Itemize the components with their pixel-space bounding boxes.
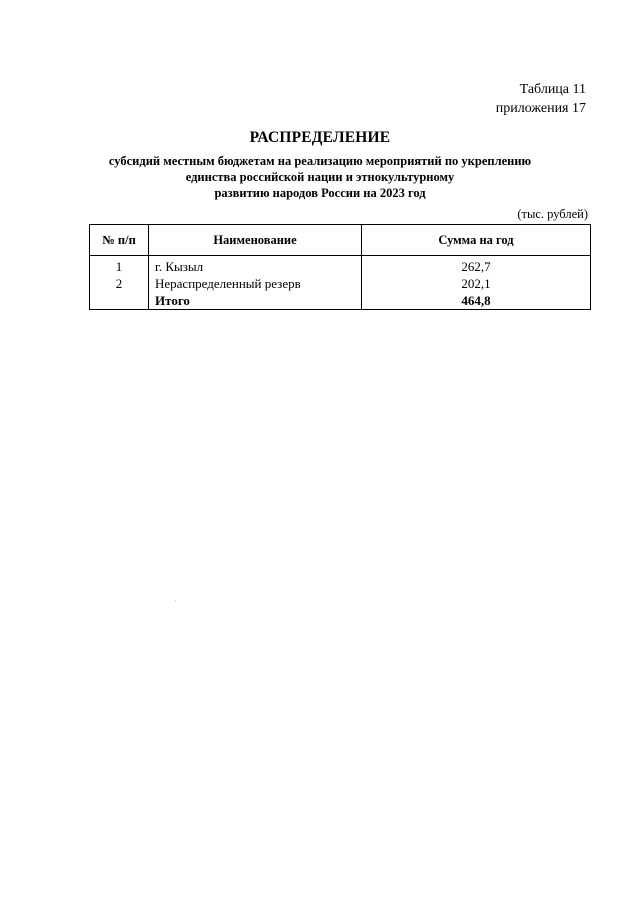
table-row [90, 256, 591, 276]
table-number: Таблица 11 [519, 82, 586, 97]
row-sum: 202,1 [362, 275, 591, 292]
subtitle-line-2: единства российской нации и этнокультурному [185, 170, 455, 184]
row-sum: 262,7 [362, 256, 591, 276]
row-name: Нераспределенный резерв [149, 275, 362, 292]
header-name: Наименование [149, 225, 362, 256]
document-subtitle [60, 153, 580, 201]
header-sum: Сумма на год [362, 225, 591, 256]
total-label: Итого [149, 292, 362, 310]
table-reference [496, 80, 586, 118]
total-sum: 464,8 [362, 292, 591, 310]
subtitle-line-3: развитию народов России на 2023 год [214, 186, 426, 200]
total-number [90, 292, 149, 310]
subtitle-line-1: субсидий местным бюджетам на реализацию мероприятий по укреплению [108, 154, 532, 168]
table-row [90, 275, 591, 292]
units-label: (тыс. рублей) [517, 207, 588, 221]
total-row [90, 292, 591, 310]
row-number: 2 [90, 275, 149, 292]
row-name: г. Кызыл [149, 256, 362, 276]
document-title: РАСПРЕДЕЛЕНИЕ [249, 129, 391, 146]
row-number: 1 [90, 256, 149, 276]
table-header-row [90, 225, 591, 256]
scan-speck [175, 600, 176, 601]
appendix-number: приложения 17 [495, 101, 586, 116]
distribution-table [89, 224, 591, 310]
header-number: № п/п [90, 225, 149, 256]
